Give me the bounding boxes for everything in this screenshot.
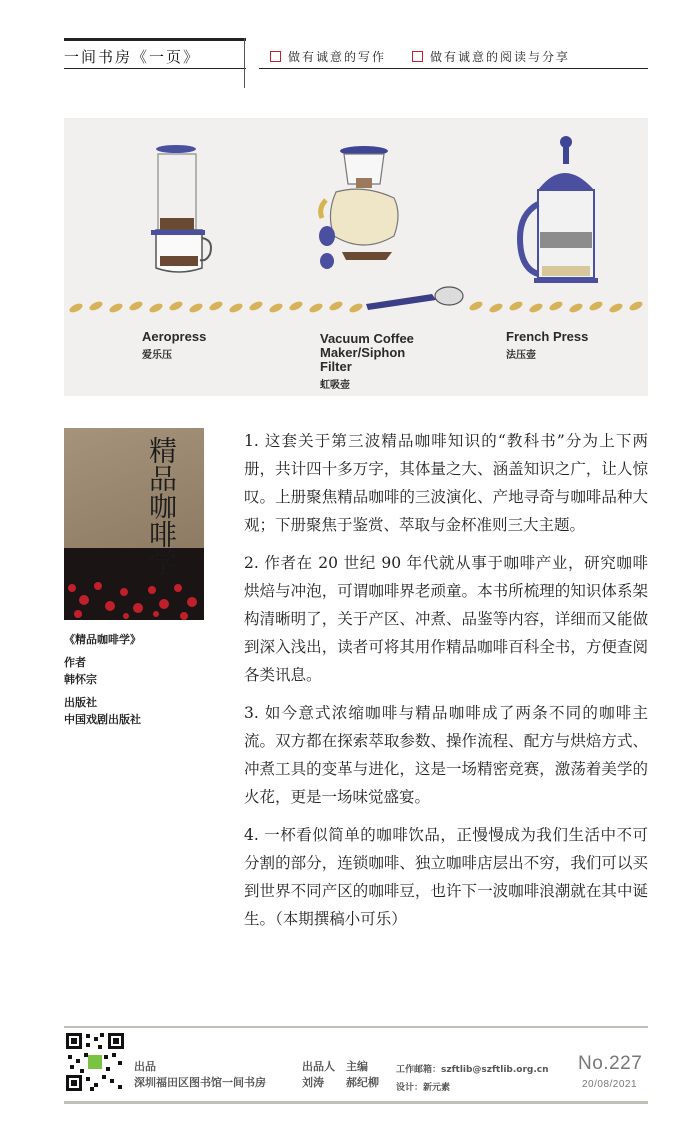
page-header [64, 38, 648, 88]
footer-top-rule [64, 1026, 648, 1028]
caption-siphon [320, 332, 430, 391]
caption-en: Aeropress [142, 329, 207, 344]
footer-publisher [134, 1059, 266, 1091]
slogans [270, 48, 570, 65]
book-cover [64, 428, 204, 620]
footer-email: 工作邮箱：szftlib@szftlib.org.cn [396, 1065, 549, 1075]
footer-design: 设计：新元素 [396, 1083, 451, 1093]
footer-editor-label: 主编 [346, 1060, 368, 1073]
brand-title: 一间书房《一页》 [64, 48, 201, 66]
checkbox-square-icon [270, 51, 281, 62]
caption-cn: 虹吸壶 [320, 380, 350, 391]
qr-code-icon [64, 1031, 126, 1093]
coffee-beans-row [68, 300, 644, 314]
slogan-text: 做有诚意的写作 [288, 50, 387, 64]
author-name: 韩怀宗 [64, 673, 97, 686]
paragraph-4: 4. 一杯看似简单的咖啡饮品，正慢慢成为我们生活中不可分割的部分，连锁咖啡、独立咖啡店层出不穷，我们可以买到世界不同产区的咖啡豆，也许下一波咖啡浪潮就在其中诞生。（本期撰稿小可乐） [244, 826, 648, 928]
header-right-rule [259, 68, 648, 69]
checkbox-square-icon [412, 51, 423, 62]
slogan-writing [270, 48, 386, 65]
footer-contact [396, 1061, 549, 1097]
cover-flower-band [64, 548, 204, 620]
book-title: 《精品咖啡学》 [64, 633, 141, 646]
caption-en: French Press [506, 329, 589, 344]
paragraph-1: 1. 这套关于第三波精品咖啡知识的“教科书”分为上下两册，共计四十多万字，其体量之大、涵盖知识之广，让人惊叹。上册聚焦精品咖啡的三波演化、产地寻奇与咖啡品种大观；下册聚焦于鉴赏、萃取与金杯准则三大主题。 [244, 432, 648, 534]
paragraph-2: 2. 作者在 20 世纪 90 年代就从事于咖啡产业，研究咖啡烘焙与冲泡，可谓咖啡界老顽童。本书所梳理的知识体系架构清晰明了，关于产区、冲煮、品鉴等内容，详细而又能做到深入浅出，读者可将其用作精品咖啡百科全书，方便查阅各类讯息。 [244, 554, 648, 684]
footer-producer-name: 刘涛 [302, 1076, 324, 1089]
cover-title: 精品咖啡学 [145, 436, 178, 576]
publisher-name: 中国戏剧出版社 [64, 713, 141, 726]
header-divider [244, 38, 245, 88]
french-press-icon [520, 136, 598, 283]
footer-publisher-label: 出品 [134, 1060, 156, 1073]
article-body [244, 427, 648, 943]
footer-editor [346, 1059, 379, 1091]
footer-editor-name: 郝纪柳 [346, 1076, 379, 1089]
footer-producer-label: 出品人 [302, 1060, 335, 1073]
publisher-label: 出版社 [64, 696, 97, 709]
caption-french-press [506, 330, 626, 361]
footer-producer [302, 1059, 335, 1091]
red-flowers-icon [64, 548, 204, 620]
book-meta [64, 631, 224, 728]
issue-date: 20/08/2021 [582, 1079, 638, 1090]
caption-en: Vacuum Coffee Maker/Siphon Filter [320, 331, 414, 374]
caption-cn: 爱乐压 [142, 350, 172, 361]
slogan-reading [412, 48, 570, 65]
slogan-text: 做有诚意的阅读与分享 [430, 50, 571, 64]
coffee-tools-illustration [64, 118, 648, 396]
author-label: 作者 [64, 656, 86, 669]
paragraph-3: 3. 如今意式浓缩咖啡与精品咖啡成了两条不同的咖啡主流。双方都在探索萃取参数、操作流程、配方与烘焙方式、冲煮工具的变革与进化，这是一场精密竞赛，激荡着美学的火花，更是一场味觉盛宴。 [244, 704, 648, 806]
footer-publisher-name: 深圳福田区图书馆一间书房 [134, 1076, 266, 1089]
issue-number: No.227 [578, 1053, 643, 1074]
footer-bottom-rule [64, 1101, 648, 1104]
caption-aeropress [142, 330, 262, 361]
aeropress-icon [151, 145, 211, 272]
header-top-rule [64, 38, 246, 41]
header-rule [64, 68, 246, 69]
caption-cn: 法压壶 [506, 350, 536, 361]
siphon-icon [319, 146, 463, 310]
